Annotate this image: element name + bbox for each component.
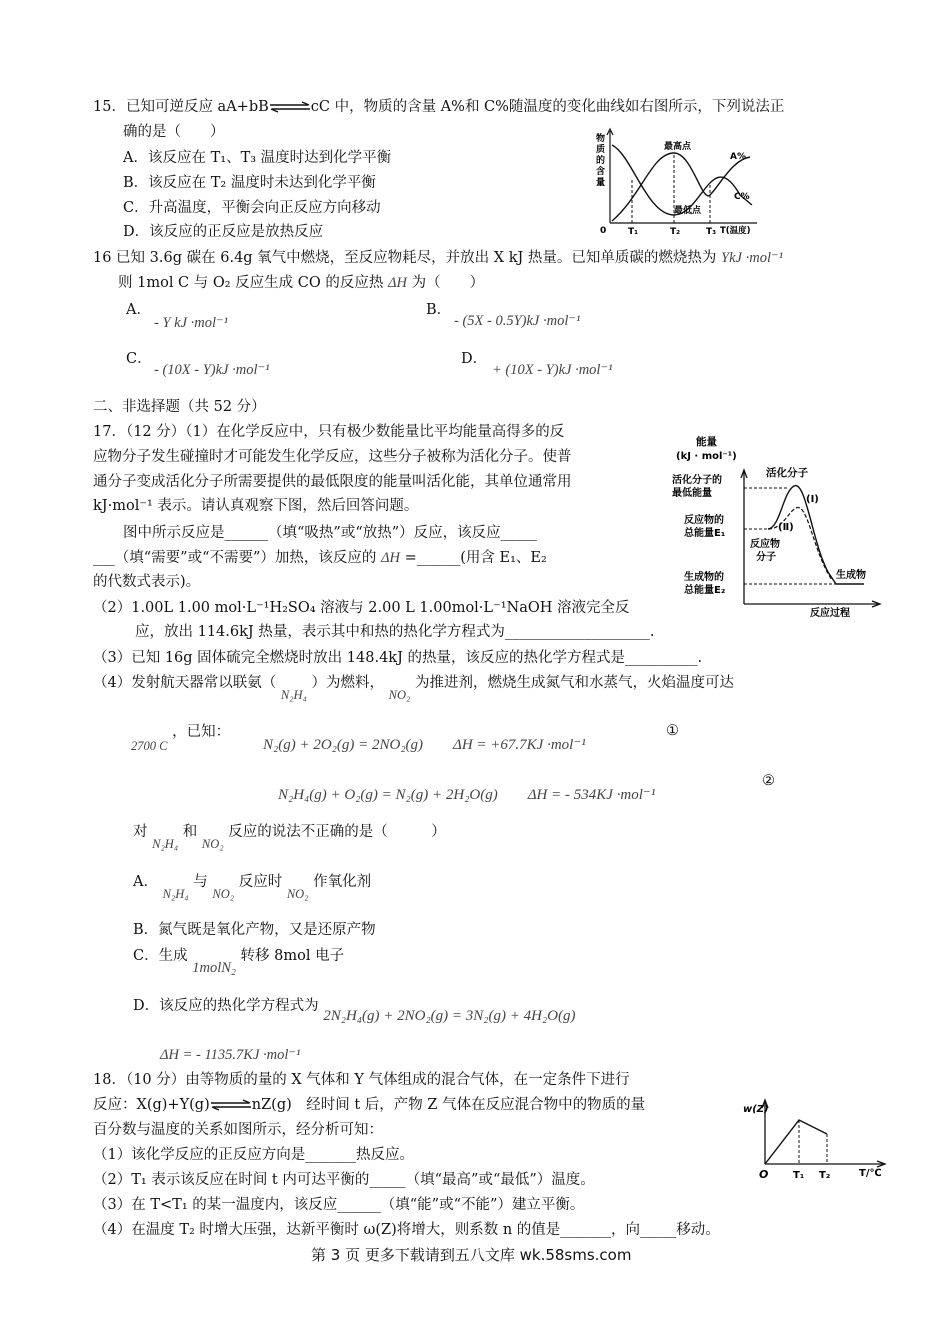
q15-option-b: B．该反应在 T₂ 温度时未达到化学平衡 bbox=[123, 175, 376, 191]
q15-low-label: 最低点 bbox=[674, 206, 702, 216]
svg-text:(Ⅰ): (Ⅰ) bbox=[806, 494, 819, 505]
q16-heat-value: YkJ ·mol⁻¹ bbox=[721, 250, 783, 266]
section-title: 二、非选择题（共 52 分） bbox=[93, 399, 266, 415]
q15-tick-t1: T₁ bbox=[628, 227, 639, 237]
svg-text:T₂: T₂ bbox=[819, 1170, 831, 1181]
svg-text:反应物: 反应物 bbox=[750, 539, 780, 550]
q17-fill-line1: 图中所示反应是______（填“吸热”或“放热”）反应，该反应_____ bbox=[123, 525, 537, 541]
q17-equation-2: N₂H₄(g) + O₂(g) = N₂(g) + 2H₂O(g) ΔH = - 534KJ ·mol⁻¹ bbox=[278, 787, 656, 803]
svg-text:含: 含 bbox=[596, 167, 606, 177]
svg-text:w(Z): w(Z) bbox=[743, 1104, 769, 1115]
q17-energy-diagram bbox=[668, 432, 890, 618]
q17-para-line2: 应物分子发生碰撞时才可能发生化学反应，这些分子被称为活化分子。使普 bbox=[93, 449, 572, 465]
q18-sub-4: （4）在温度 T₂ 时增大压强，达新平衡时 ω(Z)将增大，则系数 n 的值是_______，向_____移动。 bbox=[93, 1222, 720, 1238]
q15-stem-line2: 确的是（ ） bbox=[123, 124, 225, 140]
svg-text:物: 物 bbox=[596, 134, 606, 144]
q16-option-d: + (10X - Y)kJ ·mol⁻¹ bbox=[492, 362, 613, 378]
q17-equation-2-mark: ② bbox=[762, 773, 775, 789]
q18-sub-2: （2）T₁ 表示该反应在时间 t 内可达平衡的_____（填“最高”或“最低”）温度。 bbox=[93, 1172, 595, 1188]
q16-stem-line1: 16 已知 3.6g 碳在 6.4g 氧气中燃烧，至反应物耗尽，并放出 X kJ 热量。已知单质碳的燃烧热为 YkJ ·mol⁻¹ bbox=[93, 250, 783, 266]
q15-tick-t2: T₂ bbox=[670, 227, 681, 237]
svg-text:O: O bbox=[759, 1168, 769, 1181]
q17-option-a: A． N₂H₄ 与 NO₂ 反应时 NO₂ 作氧化剂 bbox=[133, 874, 372, 901]
q17-question: 对 N₂H₄ 和 NO₂ 反应的说法不正确的是（ ） bbox=[133, 824, 446, 851]
q17-part4-line1: （4）发射航天器常以联氨（ N₂H₄ ）为燃料， NO₂ 为推进剂，燃烧生成氮气和水蒸气，火焰温度可达 bbox=[93, 675, 734, 702]
q17-para-line4: kJ·mol⁻¹ 表示。请认真观察下图，然后回答问题。 bbox=[93, 498, 419, 514]
q17-part2-line2: 应，放出 114.6kJ 热量，表示其中和热的热化学方程式为____________________. bbox=[135, 624, 655, 640]
q16-option-d-label: D． bbox=[461, 351, 488, 367]
svg-text:T/℃: T/℃ bbox=[859, 1168, 882, 1179]
q18-sub-1: （1）该化学反应的正反应方向是_______热反应。 bbox=[93, 1147, 414, 1163]
q15-origin-label: 0 bbox=[600, 226, 607, 236]
svg-text:反应物的: 反应物的 bbox=[684, 515, 724, 526]
svg-text:T₁: T₁ bbox=[793, 1170, 805, 1181]
svg-text:生成物的: 生成物的 bbox=[684, 572, 724, 583]
svg-text:总能量E₁: 总能量E₁ bbox=[684, 528, 726, 539]
q18-stem-line3: 百分数与温度的关系如图所示，经分析可知： bbox=[93, 1122, 383, 1138]
svg-text:活化分子的: 活化分子的 bbox=[672, 475, 722, 486]
q18-graph bbox=[735, 1092, 895, 1184]
svg-text:(Ⅱ): (Ⅱ) bbox=[778, 522, 794, 533]
q15-stem-line1: 15．已知可逆反应 aA+bB cC 中，物质的含量 A%和 C%随温度的变化曲线如右图所示，下列说法正 bbox=[93, 99, 785, 115]
svg-text:最低能量: 最低能量 bbox=[672, 488, 712, 499]
q15-series-c-label: C% bbox=[734, 192, 750, 202]
svg-text:的: 的 bbox=[596, 156, 606, 166]
q16-option-a-label: A． bbox=[126, 302, 151, 318]
q17-equation-1-mark: ① bbox=[666, 723, 679, 739]
svg-text:生成物: 生成物 bbox=[836, 570, 866, 581]
q16-option-c: - (10X - Y)kJ ·mol⁻¹ bbox=[154, 362, 270, 378]
q17-temperature: 2700 C ，已知： bbox=[131, 724, 231, 753]
q17-part2-line1: （2）1.00L 1.00 mol·L⁻¹H₂SO₄ 溶液与 2.00 L 1.00mol·L⁻¹NaOH 溶液完全反 bbox=[93, 600, 630, 616]
q18-curve bbox=[765, 1120, 827, 1164]
q15-option-c: C．升高温度，平衡会向正反应方向移动 bbox=[123, 200, 381, 216]
q18-stem-line1: 18．（10 分）由等物质的量的 X 气体和 Y 气体组成的混合气体，在一定条件下进行 bbox=[93, 1072, 630, 1088]
q15-tick-t3: T₃ bbox=[706, 227, 717, 237]
svg-text:量: 量 bbox=[596, 178, 606, 188]
q15-option-a: A．该反应在 T₁、T₃ 温度时达到化学平衡 bbox=[123, 150, 392, 166]
q17-option-d-enthalpy: ΔH = - 1135.7KJ ·mol⁻¹ bbox=[160, 1047, 301, 1063]
q15-content-temperature-graph bbox=[592, 125, 772, 237]
svg-text:(kJ · mol⁻¹): (kJ · mol⁻¹) bbox=[676, 451, 737, 462]
svg-text:反应过程: 反应过程 bbox=[810, 608, 850, 618]
q17-para-line1: 17．（12 分）（1）在化学反应中，只有极少数能量比平均能量高得多的反 bbox=[93, 424, 565, 440]
q15-peak-label: 最高点 bbox=[664, 142, 692, 152]
q16-option-c-label: C． bbox=[126, 351, 152, 367]
q18-stem-line2: 反应：X(g)+Y(g) nZ(g) 经时间 t 后，产物 Z 气体在反应混合物中的物质的量 bbox=[93, 1097, 646, 1113]
equilibrium-arrow-icon bbox=[269, 101, 311, 113]
equilibrium-arrow-icon bbox=[210, 1099, 252, 1111]
q16-option-b-label: B． bbox=[426, 302, 452, 318]
q17-option-c: C．生成 1molN₂ 转移 8mol 电子 bbox=[133, 948, 345, 976]
q15-series-a-label: A% bbox=[730, 152, 746, 162]
svg-text:质: 质 bbox=[596, 145, 606, 155]
svg-text:分子: 分子 bbox=[756, 552, 776, 563]
q17-part3: （3）已知 16g 固体硫完全燃烧时放出 148.4kJ 的热量，该反应的热化学方程式是__________. bbox=[93, 650, 703, 666]
q17-option-d: D．该反应的热化学方程式为 2N₂H₄(g) + 2NO₂(g) = 3N₂(g) + 4H₂O(g) bbox=[133, 998, 576, 1024]
svg-text:能量: 能量 bbox=[696, 436, 717, 448]
q17-fill-line3: 的代数式表示)。 bbox=[93, 574, 201, 590]
q17-fill-line2: ___（填“需要”或“不需要”）加热，该反应的 ΔH =______(用含 E₁、E₂ bbox=[93, 550, 547, 566]
page-footer: 第 3 页 更多下载请到五八文库 wk.58sms.com bbox=[311, 1246, 632, 1264]
q15-x-label: T(温度) bbox=[720, 226, 751, 236]
q17-option-b: B．氮气既是氧化产物，又是还原产物 bbox=[133, 922, 376, 938]
q15-option-d: D．该反应的正反应是放热反应 bbox=[123, 224, 324, 240]
q18-sub-3: （3）在 T<T₁ 的某一温度内，该反应______（填“能”或“不能”）建立平衡。 bbox=[93, 1197, 585, 1213]
q16-stem-line2: 则 1mol C 与 O₂ 反应生成 CO 的反应热 ΔH 为（ ） bbox=[118, 275, 485, 291]
q16-option-a: - Y kJ ·mol⁻¹ bbox=[154, 315, 229, 331]
q16-option-b: - (5X - 0.5Y)kJ ·mol⁻¹ bbox=[454, 313, 581, 329]
svg-text:总能量E₂: 总能量E₂ bbox=[684, 585, 726, 596]
svg-text:活化分子: 活化分子 bbox=[766, 467, 808, 479]
q17-equation-1: N₂(g) + 2O₂(g) = 2NO₂(g) ΔH = +67.7KJ ·mol⁻¹ bbox=[263, 737, 586, 753]
q17-para-line3: 通分子变成活化分子所需要提供的最低限度的能量叫活化能，其单位通常用 bbox=[93, 474, 572, 490]
